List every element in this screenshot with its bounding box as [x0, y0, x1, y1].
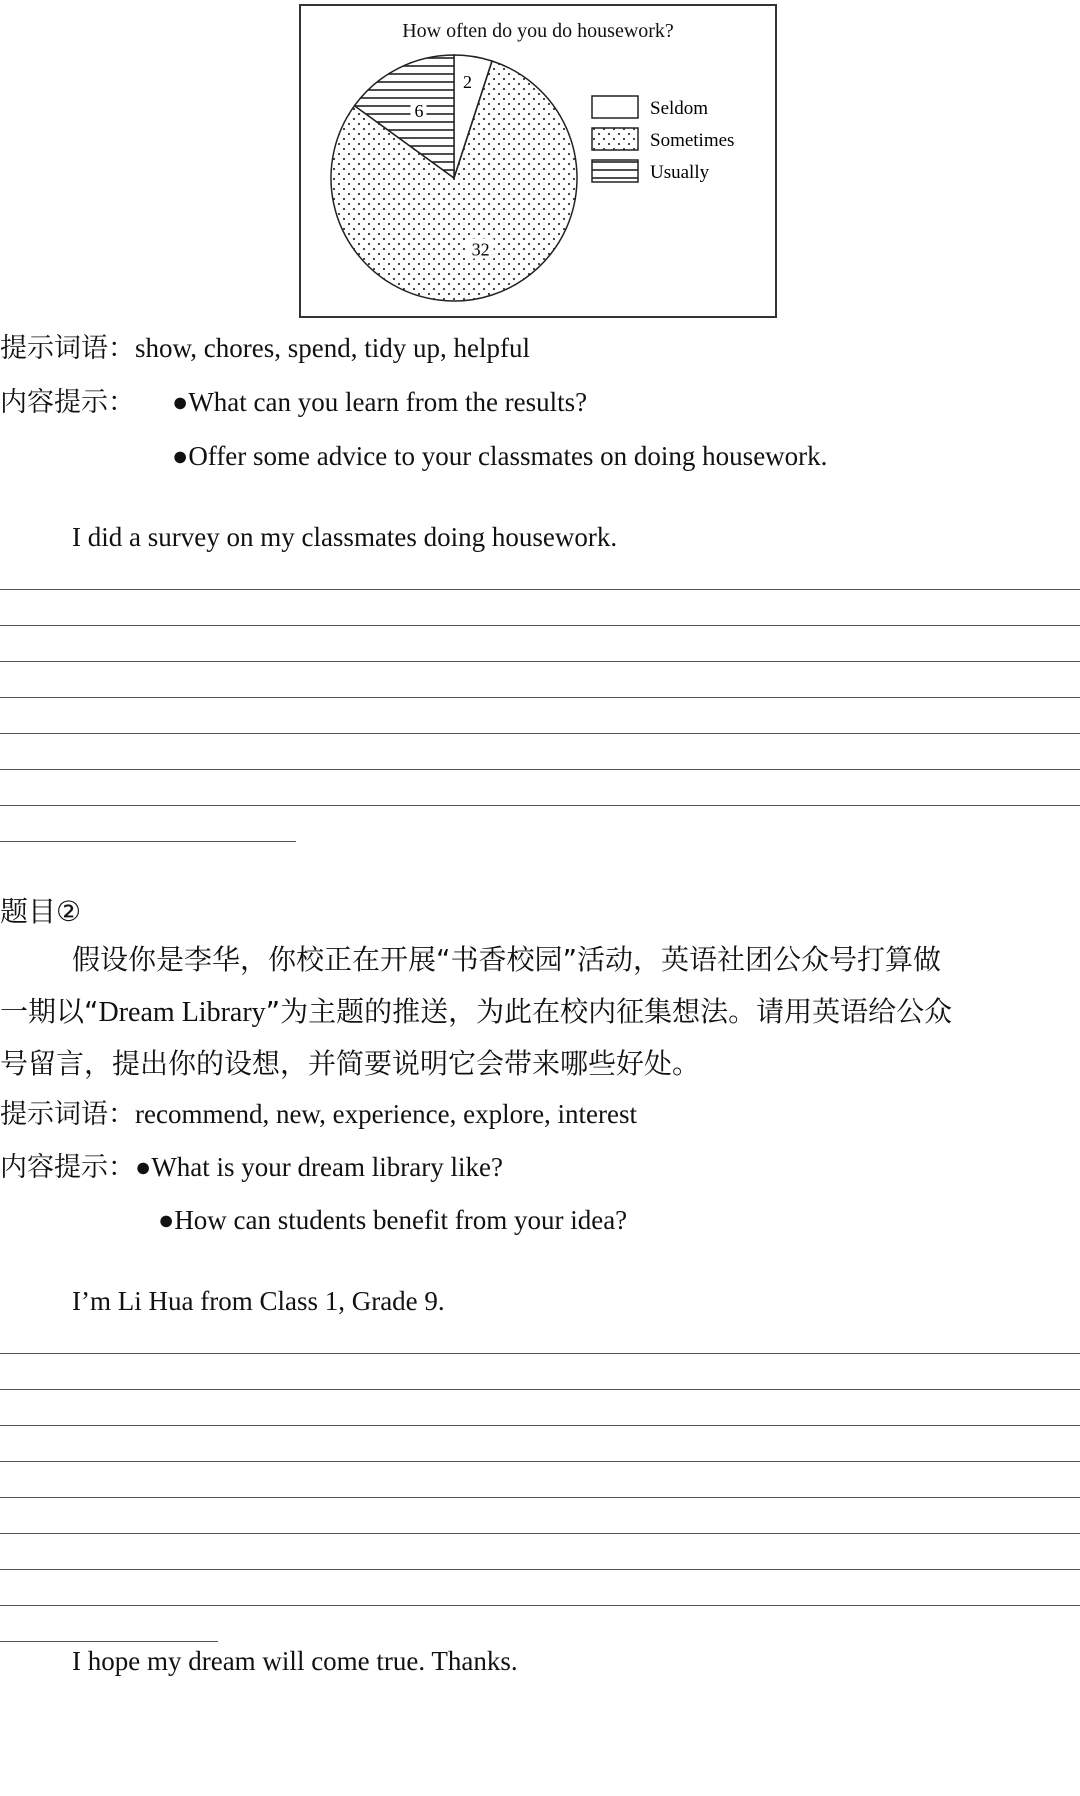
- legend-swatch-sometimes: [592, 128, 638, 150]
- legend-label-sometimes: Sometimes: [650, 130, 735, 151]
- task2-prompt-line-2: [0, 986, 952, 1039]
- writing-line: [0, 1353, 1080, 1354]
- task2-prompt-line-2a: 一期以“: [0, 995, 99, 1028]
- task2-prompt-line-2b: ”为主题的推送，为此在校内征集想法。请用英语给公众: [265, 995, 953, 1028]
- task1-hint-words-label: 提示词语：: [0, 333, 135, 364]
- bullet-icon: ●: [135, 1152, 152, 1182]
- writing-line: [0, 1569, 1080, 1570]
- legend-swatch-usually: [592, 160, 638, 182]
- task2-prompt-line-1: 假设你是李华，你校正在开展“书香校园”活动，英语社团公众号打算做: [72, 943, 942, 976]
- task2-opening-sentence: I’m Li Hua from Class 1, Grade 9.: [72, 1286, 445, 1316]
- task1-hint-words: show, chores, spend, tidy up, helpful: [135, 333, 530, 363]
- task2-prompt-line-3: 号留言，提出你的设想，并简要说明它会带来哪些好处。: [0, 1047, 701, 1080]
- writing-line: [0, 1533, 1080, 1534]
- writing-line: [0, 733, 1080, 734]
- task2-content-hint-row: [0, 1154, 503, 1181]
- writing-line-short: [0, 1641, 218, 1642]
- chart-legend: [592, 96, 734, 183]
- writing-line: [0, 661, 1080, 662]
- writing-line: [0, 1605, 1080, 1606]
- task2-hint-words-row: [0, 1101, 637, 1128]
- task1-point-2-text: Offer some advice to your classmates on doing housework.: [188, 441, 828, 471]
- writing-line-short: [0, 841, 296, 842]
- writing-line: [0, 625, 1080, 626]
- pie-chart-figure: [299, 4, 777, 318]
- task2-point-2: [158, 1207, 627, 1234]
- pie-value-label-usually: 6: [414, 101, 424, 122]
- chart-title: How often do you do housework?: [402, 20, 674, 42]
- task2-heading: 题目②: [0, 895, 82, 928]
- pie: [331, 55, 577, 301]
- task2-hint-words: recommend, new, experience, explore, interest: [135, 1099, 638, 1129]
- task1-hint-words-row: [0, 335, 530, 362]
- task1-content-hint-row: [0, 389, 135, 416]
- task1-point-2: [172, 443, 827, 470]
- writing-line: [0, 1497, 1080, 1498]
- writing-line: [0, 805, 1080, 806]
- legend-swatch-seldom: [592, 96, 638, 118]
- task2-point-2-text: How can students benefit from your idea?: [174, 1205, 628, 1235]
- bullet-icon: ●: [158, 1205, 175, 1235]
- task1-point-1: [172, 389, 587, 416]
- task2-prompt-theme: Dream Library: [98, 997, 266, 1028]
- task2-hint-words-label: 提示词语：: [0, 1099, 135, 1130]
- bullet-icon: ●: [172, 441, 189, 471]
- writing-line: [0, 1425, 1080, 1426]
- task1-opening-sentence: I did a survey on my classmates doing housework.: [72, 522, 618, 552]
- writing-line: [0, 697, 1080, 698]
- writing-line: [0, 589, 1080, 590]
- legend-label-seldom: Seldom: [650, 98, 709, 119]
- pie-chart-svg: [301, 6, 775, 316]
- pie-value-label-sometimes: 32: [471, 239, 490, 260]
- task1-point-1-text: What can you learn from the results?: [188, 387, 588, 417]
- bullet-icon: ●: [172, 387, 189, 417]
- task1-content-hint-label: 内容提示：: [0, 387, 135, 418]
- task2-closing-sentence: I hope my dream will come true. Thanks.: [72, 1646, 518, 1676]
- task2-point-1-text: What is your dream library like?: [151, 1152, 503, 1182]
- pie-value-label-seldom: 2: [463, 72, 473, 93]
- writing-line: [0, 769, 1080, 770]
- task2-content-hint-label: 内容提示：: [0, 1152, 135, 1183]
- legend-label-usually: Usually: [650, 162, 710, 183]
- writing-line: [0, 1389, 1080, 1390]
- writing-line: [0, 1461, 1080, 1462]
